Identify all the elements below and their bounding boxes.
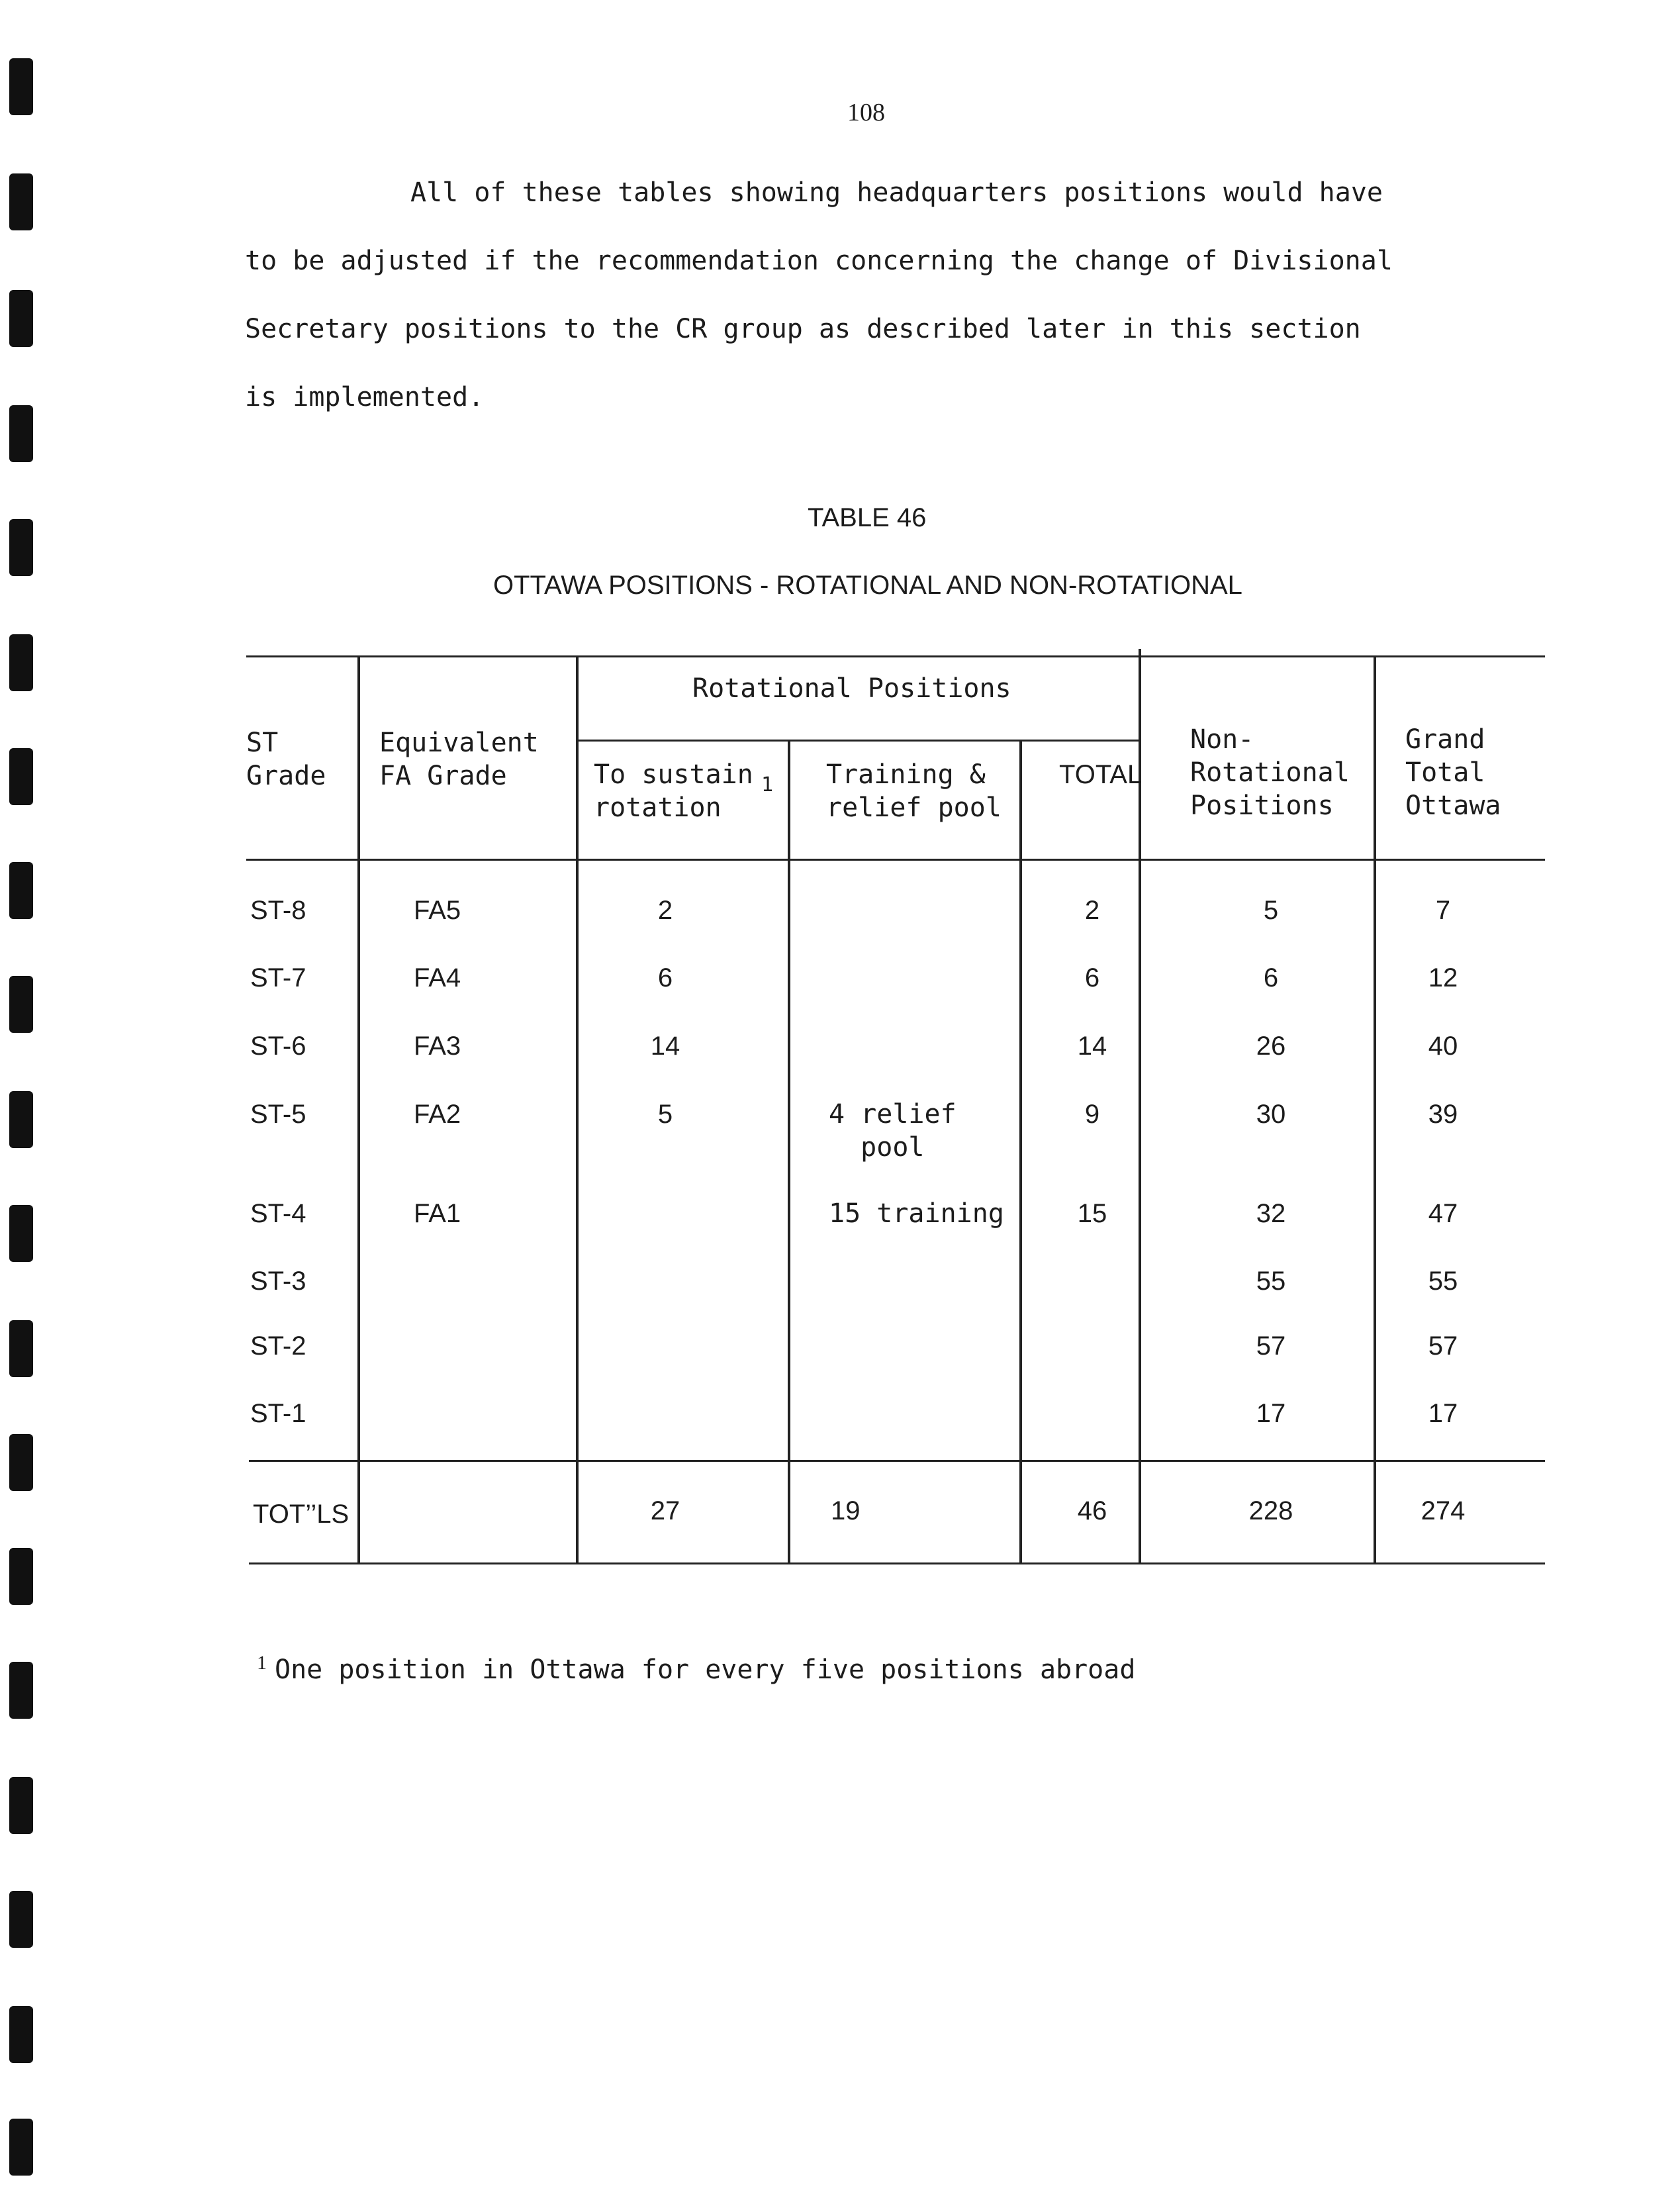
cell-st-grade: ST-4 xyxy=(250,1199,306,1228)
cell-fa-grade: FA2 xyxy=(414,1100,461,1129)
cell-non-rotational: 5 xyxy=(1263,896,1279,925)
cell-fa-grade: FA3 xyxy=(414,1032,461,1061)
binder-hole-mark xyxy=(9,1434,33,1491)
cell-to-sustain: 2 xyxy=(657,896,673,925)
footnote-text: One position in Ottawa for every five positions abroad xyxy=(275,1655,1136,1685)
totals-total: 46 xyxy=(1077,1496,1107,1525)
header-bottom-rule xyxy=(246,859,1545,861)
cell-total: 15 xyxy=(1077,1199,1107,1228)
column-divider xyxy=(1019,740,1022,1564)
header-training-relief-pool: Training & relief pool xyxy=(826,759,1002,823)
cell-total: 2 xyxy=(1084,896,1100,925)
cell-st-grade: ST-5 xyxy=(250,1100,306,1129)
cell-fa-grade: FA5 xyxy=(414,896,461,925)
footnote-marker: 1 xyxy=(257,1652,267,1674)
cell-st-grade: ST-6 xyxy=(250,1032,306,1061)
column-divider xyxy=(1374,657,1376,1564)
cell-non-rotational: 55 xyxy=(1256,1267,1286,1296)
binder-hole-mark xyxy=(9,405,33,462)
totals-non-rotational: 228 xyxy=(1248,1496,1293,1525)
cell-grand-total: 7 xyxy=(1435,896,1451,925)
paragraph-line: is implemented. xyxy=(245,382,485,412)
binder-hole-mark xyxy=(9,1777,33,1834)
totals-grand-total: 274 xyxy=(1421,1496,1466,1525)
cell-grand-total: 47 xyxy=(1428,1199,1458,1228)
binder-hole-mark xyxy=(9,519,33,576)
cell-to-sustain: 14 xyxy=(650,1032,680,1061)
table-bottom-rule xyxy=(249,1562,1545,1564)
footnote xyxy=(257,1652,1135,1685)
cell-grand-total: 17 xyxy=(1428,1399,1458,1428)
cell-st-grade: ST-2 xyxy=(250,1331,306,1361)
totals-training: 19 xyxy=(831,1496,861,1525)
cell-st-grade: ST-8 xyxy=(250,896,306,925)
column-divider xyxy=(788,740,790,1564)
binder-hole-mark xyxy=(9,2119,33,2176)
cell-non-rotational: 32 xyxy=(1256,1199,1286,1228)
binder-hole-mark xyxy=(9,862,33,919)
binder-hole-mark xyxy=(9,976,33,1033)
binder-hole-mark xyxy=(9,1320,33,1377)
cell-to-sustain: 6 xyxy=(657,963,673,992)
rotational-subheader-rule xyxy=(576,740,1140,742)
binder-hole-mark xyxy=(9,1662,33,1719)
header-non-rotational-positions: Non- Rotational Positions xyxy=(1190,724,1350,821)
page-number: 108 xyxy=(847,99,885,126)
binder-hole-mark xyxy=(9,748,33,805)
cell-fa-grade: FA4 xyxy=(414,963,461,992)
table-top-rule xyxy=(246,655,1545,657)
paragraph-line: Secretary positions to the CR group as described later in this section xyxy=(245,314,1361,344)
cell-non-rotational: 30 xyxy=(1256,1100,1286,1129)
cell-non-rotational: 17 xyxy=(1256,1399,1286,1428)
cell-st-grade: ST-3 xyxy=(250,1267,306,1296)
column-divider xyxy=(576,657,579,1564)
binder-hole-mark xyxy=(9,173,33,230)
table-title: TABLE 46 xyxy=(808,503,927,532)
binder-hole-mark xyxy=(9,2006,33,2063)
header-fa-grade: Equivalent FA Grade xyxy=(379,728,539,791)
totals-label: TOT’’LS xyxy=(253,1500,350,1529)
cell-non-rotational: 6 xyxy=(1263,963,1279,992)
cell-non-rotational: 26 xyxy=(1256,1032,1286,1061)
cell-training-relief: 15 training xyxy=(829,1198,1004,1229)
header-grand-total-ottawa: Grand Total Ottawa xyxy=(1405,724,1501,821)
cell-grand-total: 57 xyxy=(1428,1331,1458,1361)
header-footnote-marker: 1 xyxy=(761,773,774,796)
body-paragraph xyxy=(245,159,1503,432)
cell-total: 6 xyxy=(1084,963,1100,992)
cell-grand-total: 55 xyxy=(1428,1267,1458,1296)
header-to-sustain-rotation: To sustain rotation xyxy=(594,759,753,823)
cell-to-sustain: 5 xyxy=(657,1100,673,1129)
binder-hole-mark xyxy=(9,1091,33,1148)
header-rotational-positions: Rotational Positions xyxy=(692,673,1011,704)
table-subtitle: OTTAWA POSITIONS - ROTATIONAL AND NON-ROTATIONAL xyxy=(493,571,1242,600)
cell-grand-total: 40 xyxy=(1428,1032,1458,1061)
cell-training-relief: 4 relief pool xyxy=(829,1099,957,1163)
cell-st-grade: ST-7 xyxy=(250,963,306,992)
cell-grand-total: 12 xyxy=(1428,963,1458,992)
totals-sustain: 27 xyxy=(650,1496,680,1525)
totals-top-rule xyxy=(249,1460,1545,1462)
binder-hole-mark xyxy=(9,1891,33,1948)
cell-total: 9 xyxy=(1084,1100,1100,1129)
cell-fa-grade: FA1 xyxy=(414,1199,461,1228)
binder-hole-mark xyxy=(9,1548,33,1605)
binder-hole-mark xyxy=(9,634,33,691)
paragraph-line: to be adjusted if the recommendation concerning the change of Divisional xyxy=(245,246,1393,276)
cell-total: 14 xyxy=(1077,1032,1107,1061)
cell-st-grade: ST-1 xyxy=(250,1399,306,1428)
column-divider xyxy=(357,657,360,1564)
paragraph-line: All of these tables showing headquarters positions would have xyxy=(410,177,1383,208)
header-total: TOTAL xyxy=(1059,760,1143,789)
cell-grand-total: 39 xyxy=(1428,1100,1458,1129)
binder-hole-mark xyxy=(9,58,33,115)
binder-hole-mark xyxy=(9,290,33,347)
cell-non-rotational: 57 xyxy=(1256,1331,1286,1361)
binder-hole-mark xyxy=(9,1205,33,1262)
header-st-grade: ST Grade xyxy=(246,728,326,791)
